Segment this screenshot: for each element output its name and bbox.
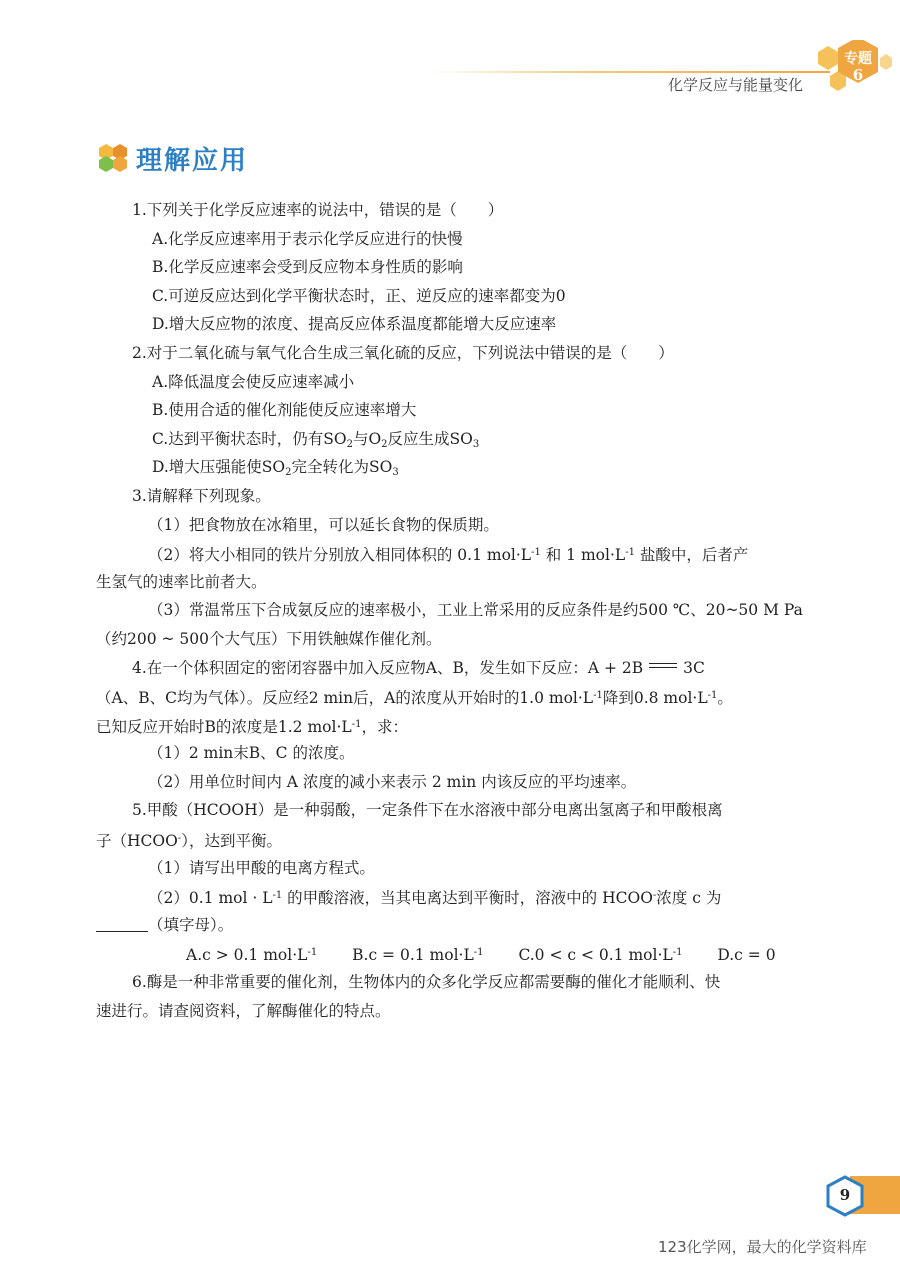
question-4-line-2: （A、B、C均为气体）。反应经2 min后，A的浓度从开始时的1.0 $mol\cdot L^{-1}$降到0.8 $mol\cdot L^{-1}$。 [96,689,733,708]
section-title: 理解应用 [136,146,249,176]
question-4-part-2: （2）用单位时间内 A 浓度的减小来表示 2 min 内该反应的平均速率。 [148,772,637,791]
question-1-option-c: C.可逆反应达到化学平衡状态时，正、逆反应的速率都变为0 [152,286,566,305]
question-3-part-1: （1）把食物放在冰箱里，可以延长食物的保质期。 [148,515,499,534]
question-4-line-3: 已知反应开始时B的浓度是1.2 $mol\cdot L^{-1}$，求： [96,717,408,736]
question-3-stem: 3.请解释下列现象。 [132,486,271,505]
equilibrium-equals-sign [649,661,677,671]
hexagon-cluster-icon [96,143,130,173]
question-5-options [96,939,816,968]
question-1-option-d: D.增大反应物的浓度、提高反应体系温度都能增大反应速率 [152,315,557,334]
question-6-stem: 6.酶是一种非常重要的催化剂，生物体内的众多化学反应都需要酶的催化才能顺利、快 [132,973,721,992]
question-5-option-b: B.c = 0.1 $mol\cdot L^{-1}$ [352,946,484,965]
exercise-content [96,196,816,1025]
question-4-part-1: （1）2 min末B、C 的浓度。 [148,744,355,763]
chapter-title: 化学反应与能量变化 [668,76,804,94]
question-5-option-d: D.c = 0 [717,946,776,965]
question-3-part-2: （2）将大小相同的铁片分别放入相同体积的 0.1 $mol\cdot L^{-1}$ 和 1 $mol\cdot L^{-1}$ 盐酸中，后者产 [148,546,749,565]
question-5-stem: 5.甲酸（HCOOH）是一种弱酸，一定条件下在水溶液中部分电离出氢离子和甲酸根离 [132,801,723,820]
question-4-stem: 4.在一个体积固定的密闭容器中加入反应物A、B，发生如下反应：A + 2B 3C [132,658,705,677]
question-5-part-2-cont: （填字母）。 [96,911,816,940]
question-3-part-3: （3）常温常压下合成氨反应的速率极小，工业上常采用的反应条件是约500 ℃、20~50 M Pa [148,601,803,620]
question-1-stem: 1.下列关于化学反应速率的说法中，错误的是（ ） [132,201,504,219]
question-3-part-2-cont: 生氢气的速率比前者大。 [96,572,267,591]
question-1-option-a: A.化学反应速率用于表示化学反应进行的快慢 [152,229,463,248]
question-6-stem-cont: 速进行。请查阅资料，了解酶催化的特点。 [96,1001,391,1020]
watermark: 123化学网，最大的化学资料库 [658,1238,867,1256]
question-2-option-d: D.增大压强能使$SO_2$完全转化为$SO_3$ [152,458,399,479]
question-5-part-1: （1）请写出甲酸的电离方程式。 [148,858,375,877]
question-1-option-b: B.化学反应速率会受到反应物本身性质的影响 [152,258,463,277]
page-number: 9 [839,1186,851,1204]
question-5-option-c: C.0 < c < 0.1 $mol\cdot L^{-1}$ [518,946,683,965]
question-2-option-a: A.降低温度会使反应速率减小 [152,372,355,391]
question-2-stem: 2.对于二氧化硫与氧气化合生成三氧化硫的反应，下列说法中错误的是（ ） [132,343,674,362]
question-3-part-3-cont: （约200 ~ 500个大气压）下用铁触媒作催化剂。 [96,629,442,648]
topic-number: 6 [852,66,864,84]
topic-label: 专题 [844,51,872,67]
header-divider [430,71,830,73]
question-5-part-2: （2）0.1 mol · $L^{-1}$ 的甲酸溶液，当其电离达到平衡时，溶液中的 HCOO-浓度 c 为 [148,889,722,908]
question-2-option-b: B.使用合适的催化剂能使反应速率增大 [152,401,417,420]
question-5-option-a: A.c > 0.1 $mol\cdot L^{-1}$ [186,946,318,965]
question-5-stem-cont: 子（HCOO-），达到平衡。 [96,832,282,851]
answer-blank[interactable] [96,915,148,932]
question-2-option-c: C.达到平衡状态时，仍有$SO_2$与$O_2$反应生成$SO_3$ [152,429,480,450]
